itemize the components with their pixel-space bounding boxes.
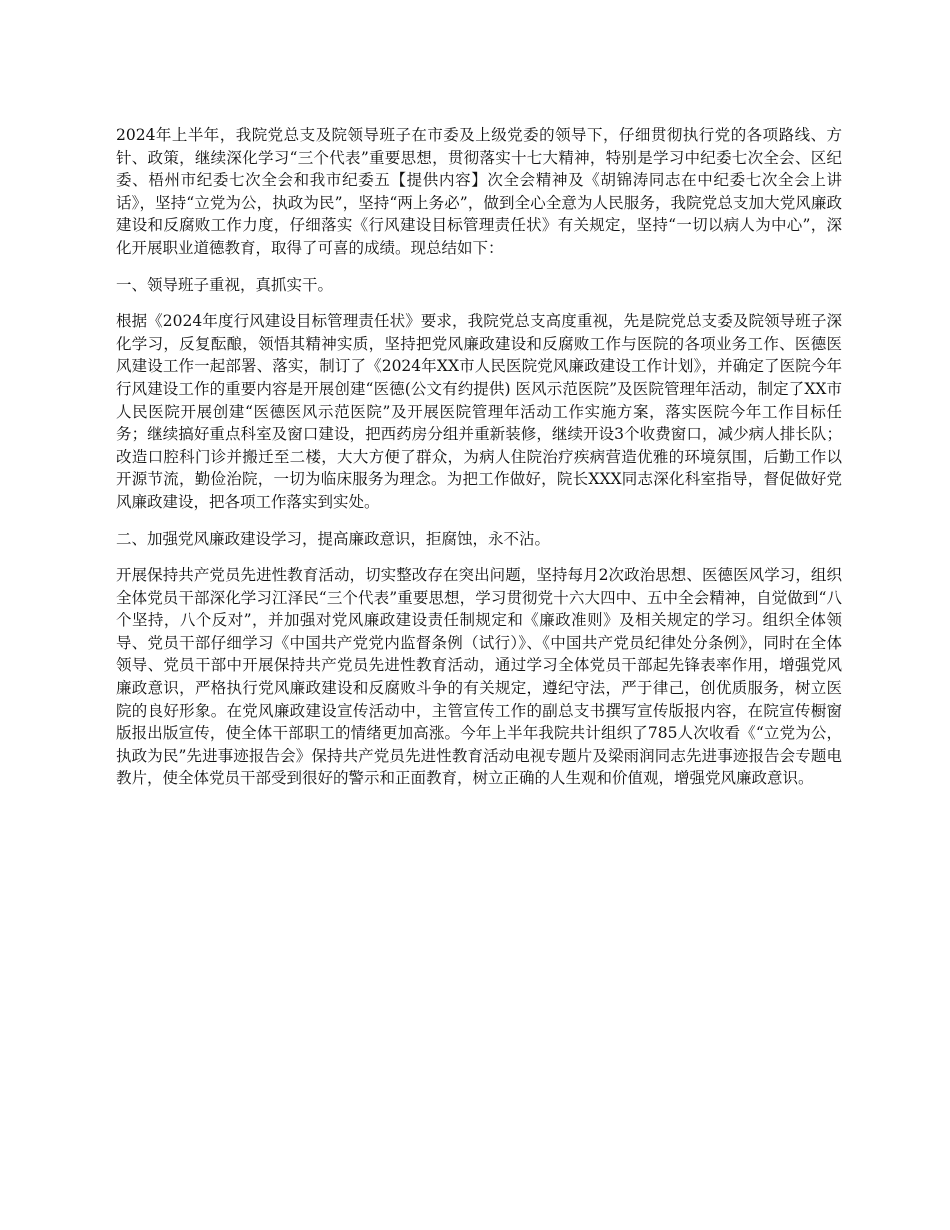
section-2-paragraph: 开展保持共产党员先进性教育活动，切实整改存在突出问题，坚持每月2次政治思想、医德医风学习，组织全体党员干部深化学习江泽民“三个代表”重要思想，学习贯彻党十六大四中、五中全会精神，自觉做到“八个坚持，八个反对”，并加强对党风廉政建设责任制规定和《廉政准则》及相关规定的学习。组织全体领导、党员干部仔细学习《中国共产党党内监督条例（试行）》、《中国共产党员纪律处分条例》，同时在全体领导、党员干部中开展保持共产党员先进性教育活动，通过学习全体党员干部起先锋表率作用，增强党风廉政意识，严格执行党风廉政建设和反腐败斗争的有关规定，遵纪守法，严于律己，创优质服务，树立医院的良好形象。在党风廉政建设宣传活动中，主管宣传工作的副总支书撰写宣传版报内容，在院宣传橱窗版报出版宣传，使全体干部职工的情绪更加高涨。今年上半年我院共计组织了785人次收看《“立党为公，执政为民”先进事迹报告会》保持共产党员先进性教育活动电视专题片及梁雨润同志先进事迹报告会专题电教片，使全体党员干部受到很好的警示和正面教育，树立正确的人生观和价值观，增强党风廉政意识。 — [116, 566, 842, 788]
intro-paragraph: 2024年上半年，我院党总支及院领导班子在市委及上级党委的领导下，仔细贯彻执行党的各项路线、方针、政策，继续深化学习“三个代表”重要思想，贯彻落实十七大精神，特别是学习中纪委七次全会、区纪委、梧州市纪委七次全会和我市纪委五【提供内容】次全会精神及《胡锦涛同志在中纪委七次全会上讲话》，坚持“立党为公，执政为民”，坚持“两上务必”，做到全心全意为人民服务，我院党总支加大党风廉政建设和反腐败工作力度，仔细落实《行风建设目标管理责任状》有关规定，坚持“一切以病人为中心”，深化开展职业道德教育，取得了可喜的成绩。现总结如下： — [116, 126, 842, 257]
document-page — [116, 124, 842, 804]
section-1-paragraph: 根据《2024年度行风建设目标管理责任状》要求，我院党总支高度重视，先是院党总支委及院领导班子深化学习，反复酝酿，领悟其精神实质，坚持把党风廉政建设和反腐败工作与医院的各项业务工作、医德医风建设工作一起部署、落实，制订了《2024年XX市人民医院党风廉政建设工作计划》，并确定了医院今年行风建设工作的重要内容是开展创建“医德(公文有约提供) 医风示范医院”及医院管理年活动，制定了XX市人民医院开展创建“医德医风示范医院”及开展医院管理年活动工作实施方案，落实医院今年工作目标任务；继续搞好重点科室及窗口建设，把西药房分组并重新装修，继续开设3个收费窗口，减少病人排长队；改造口腔科门诊并搬迁至二楼，大大方便了群众，为病人住院治疗疾病营造优雅的环境氛围，后勤工作以开源节流，勤俭治院，一切为临床服务为理念。为把工作做好，院长XXX同志深化科室指导，督促做好党风廉政建设，把各项工作落实到实处。 — [116, 312, 842, 511]
section-heading-1: 一、领导班子重视，真抓实干。 — [116, 275, 334, 294]
section-heading-2: 二、加强党风廉政建设学习，提高廉政意识，拒腐蚀，永不沾。 — [116, 529, 551, 548]
